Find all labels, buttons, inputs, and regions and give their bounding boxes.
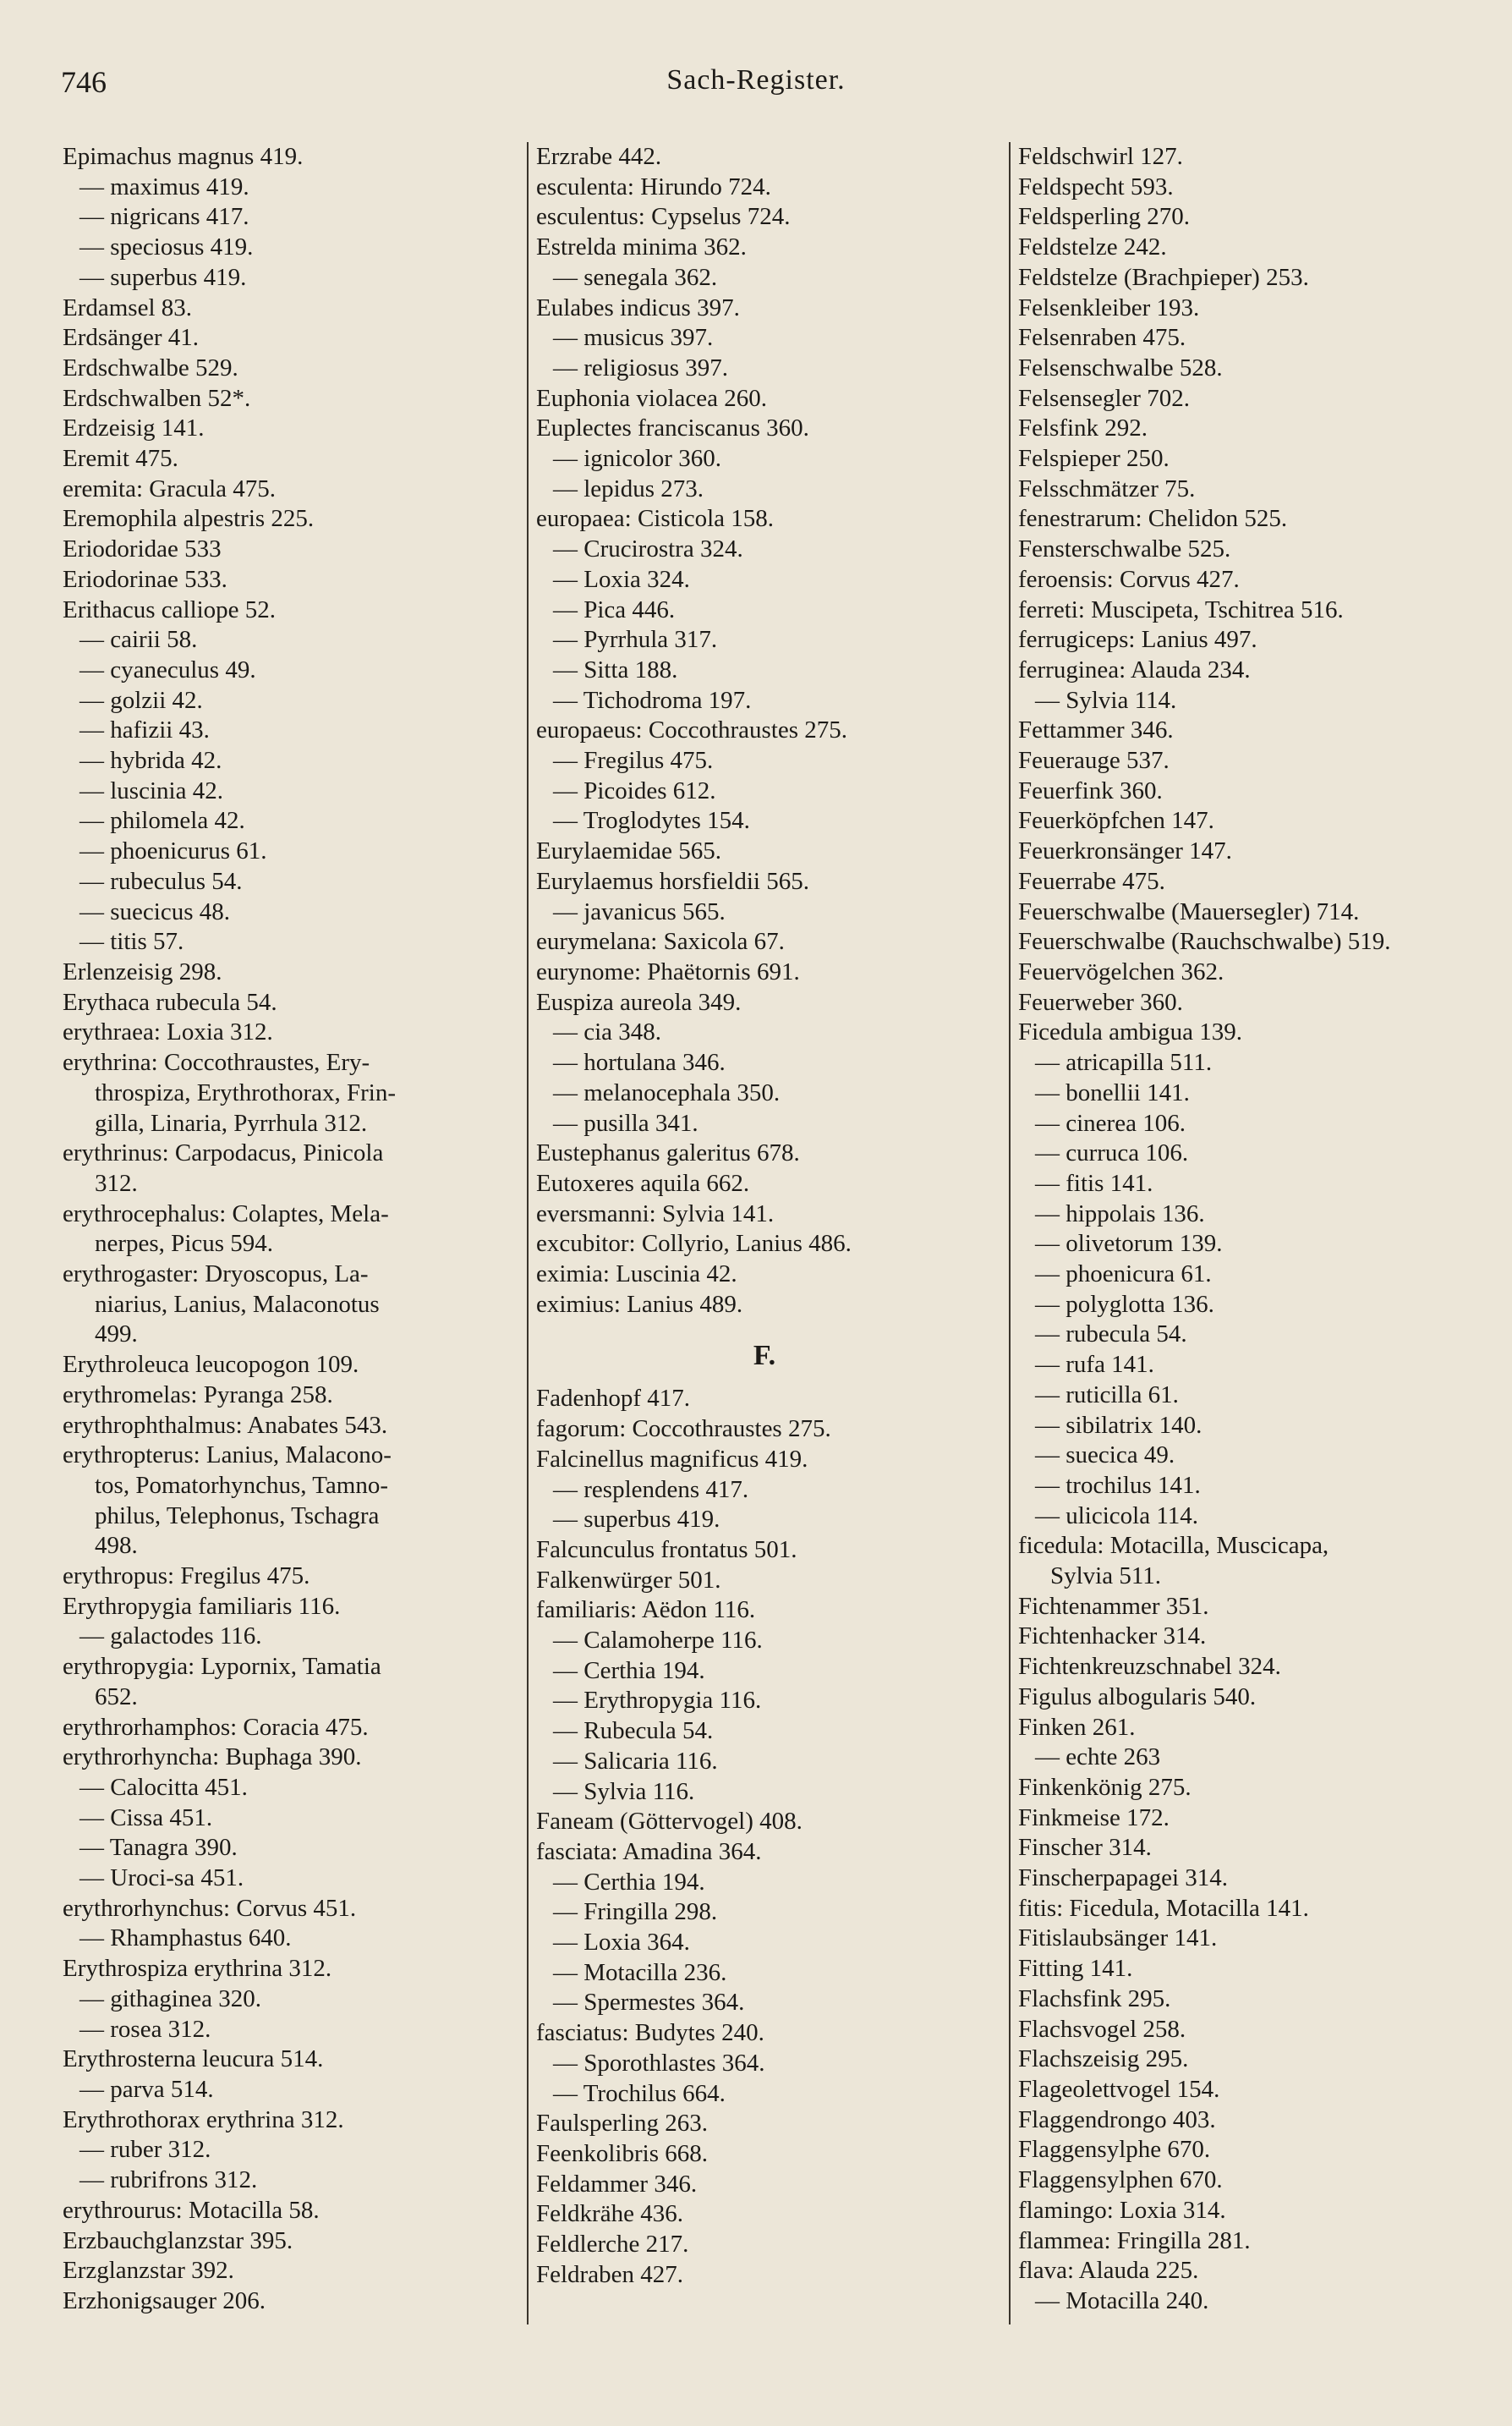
index-entry: — Troglodytes 154. [553, 807, 750, 835]
index-entry: Felsfink 292. [1018, 414, 1148, 442]
index-entry: — nigricans 417. [79, 203, 249, 231]
index-entry: Feuerschwalbe (Rauchschwalbe) 519. [1018, 928, 1391, 956]
index-entry: Feuerschwalbe (Mauersegler) 714. [1018, 897, 1360, 925]
index-entry: — Calocitta 451. [79, 1773, 248, 1801]
index-entry: — Fregilus 475. [553, 747, 714, 775]
index-entry: Erlenzeisig 298. [63, 958, 222, 985]
index-entry: eximius: Lanius 489. [536, 1290, 743, 1318]
index-entry: Felsenkleiber 193. [1018, 294, 1200, 321]
index-entry: throspiza, Erythrothorax, Frin- [95, 1079, 396, 1106]
index-entry: 499. [95, 1320, 138, 1348]
index-entry: — rosea 312. [79, 2015, 211, 2043]
index-entry: Falkenwürger 501. [536, 1566, 721, 1594]
index-entry: Erythrosterna leucura 514. [63, 2045, 324, 2073]
index-entry: Fitislaubsänger 141. [1018, 1924, 1218, 1952]
index-entry: tos, Pomatorhynchus, Tamno- [95, 1471, 389, 1499]
index-entry: Feuerweber 360. [1018, 988, 1183, 1016]
index-column-2-part-f [536, 1384, 993, 2290]
index-entry: nerpes, Picus 594. [95, 1230, 274, 1258]
index-entry: Eriodoridae 533 [63, 535, 222, 563]
index-entry: — hippolais 136. [1035, 1199, 1205, 1227]
index-entry: Euphonia violacea 260. [536, 384, 767, 412]
index-entry: — phoenicura 61. [1035, 1260, 1212, 1288]
index-entry: — Certhia 194. [553, 1656, 705, 1684]
index-entry: Felspieper 250. [1018, 445, 1170, 473]
index-entry: Falcinellus magnificus 419. [536, 1445, 808, 1473]
index-entry: Erythrospiza erythrina 312. [63, 1955, 332, 1983]
running-header: Sach-Register. [666, 64, 846, 96]
index-entry: erythropus: Fregilus 475. [63, 1562, 310, 1590]
index-entry: erythrocephalus: Colaptes, Mela- [63, 1199, 389, 1227]
index-entry: — Pyrrhula 317. [553, 626, 718, 654]
index-entry: fasciatus: Budytes 240. [536, 2019, 764, 2047]
index-entry: Erythropygia familiaris 116. [63, 1592, 341, 1620]
index-entry: Erdzeisig 141. [63, 414, 205, 442]
index-entry: erythraea: Loxia 312. [63, 1018, 273, 1046]
index-entry: — Pica 446. [553, 596, 676, 623]
index-entry: eversmanni: Sylvia 141. [536, 1199, 775, 1227]
index-entry: — hortulana 346. [553, 1049, 726, 1077]
index-entry: Eurylaemidae 565. [536, 837, 722, 865]
index-entry: Feldammer 346. [536, 2170, 698, 2198]
index-entry: Euspiza aureola 349. [536, 988, 742, 1016]
index-entry: Finkenkönig 275. [1018, 1773, 1192, 1801]
index-entry: — Picoides 612. [553, 777, 716, 804]
index-entry: Eurylaemus horsfieldii 565. [536, 867, 809, 895]
index-entry: — maximus 419. [79, 173, 249, 200]
index-entry: — Loxia 324. [553, 565, 690, 593]
index-entry: — resplendens 417. [553, 1475, 749, 1503]
index-entry: Erythaca rubecula 54. [63, 988, 277, 1016]
index-entry: philus, Telephonus, Tschagra [95, 1501, 380, 1529]
index-entry: Faulsperling 263. [536, 2110, 708, 2138]
index-entry: Erzglanzstar 392. [63, 2257, 234, 2285]
index-entry: — rubecula 54. [1035, 1320, 1187, 1348]
index-entry: Erdsänger 41. [63, 324, 200, 352]
index-entry: Flachsfink 295. [1018, 1984, 1171, 2012]
index-entry: — phoenicurus 61. [79, 837, 267, 865]
index-entry: — Sitta 188. [553, 656, 678, 683]
index-entry: erythrorhyncha: Buphaga 390. [63, 1743, 362, 1771]
index-entry: Erdschwalbe 529. [63, 354, 238, 381]
index-entry: erythropterus: Lanius, Malacono- [63, 1441, 392, 1469]
index-entry: Feuerauge 537. [1018, 747, 1170, 775]
index-entry: Falcunculus frontatus 501. [536, 1535, 797, 1563]
index-entry: erythromelas: Pyranga 258. [63, 1380, 333, 1408]
index-entry: erythrinus: Carpodacus, Pinicola [63, 1139, 384, 1167]
index-entry: Fensterschwalbe 525. [1018, 535, 1231, 563]
index-entry: — Rhamphastus 640. [79, 1924, 292, 1952]
index-entry: Erdamsel 83. [63, 294, 193, 321]
index-entry: — suecicus 48. [79, 897, 230, 925]
index-entry: — religiosus 397. [553, 354, 729, 381]
index-column-2 [536, 142, 993, 2291]
index-entry: — githaginea 320. [79, 1984, 262, 2012]
index-entry: Erithacus calliope 52. [63, 596, 277, 623]
index-entry: — rubrifrons 312. [79, 2166, 258, 2194]
index-entry: Ficedula ambigua 139. [1018, 1018, 1242, 1046]
index-entry: — speciosus 419. [79, 233, 254, 261]
index-entry: — titis 57. [79, 928, 184, 956]
index-entry: — Salicaria 116. [553, 1747, 718, 1775]
index-entry: Sylvia 511. [1050, 1562, 1162, 1590]
index-entry: — Certhia 194. [553, 1868, 705, 1896]
index-entry: Estrelda minima 362. [536, 233, 747, 261]
index-entry: fenestrarum: Chelidon 525. [1018, 505, 1288, 533]
index-entry: Felsschmätzer 75. [1018, 475, 1196, 502]
index-entry: Fichtenammer 351. [1018, 1592, 1209, 1620]
index-entry: — atricapilla 511. [1035, 1049, 1213, 1077]
index-entry: Flaggensylphen 670. [1018, 2166, 1223, 2194]
index-entry: — olivetorum 139. [1035, 1230, 1223, 1258]
index-entry: familiaris: Aëdon 116. [536, 1596, 756, 1624]
index-entry: erythrina: Coccothraustes, Ery- [63, 1049, 370, 1077]
index-entry: Feldlerche 217. [536, 2231, 689, 2259]
index-entry: eximia: Luscinia 42. [536, 1260, 737, 1288]
index-entry: — Trochilus 664. [553, 2079, 726, 2107]
index-entry: — superbus 419. [79, 263, 247, 291]
index-entry: erythrourus: Motacilla 58. [63, 2196, 320, 2224]
index-entry: flamingo: Loxia 314. [1018, 2196, 1226, 2224]
index-entry: — ulicicola 114. [1035, 1501, 1199, 1529]
index-entry: Feldsperling 270. [1018, 203, 1190, 231]
index-entry: Flachsvogel 258. [1018, 2015, 1186, 2043]
index-entry: — hafizii 43. [79, 716, 210, 744]
index-entry: — galactodes 116. [79, 1622, 262, 1650]
index-entry: Erzhonigsauger 206. [63, 2286, 266, 2314]
index-entry: Felsenraben 475. [1018, 324, 1186, 352]
index-entry: — curruca 106. [1035, 1139, 1189, 1167]
index-entry: — Crucirostra 324. [553, 535, 743, 563]
index-entry: 652. [95, 1682, 138, 1710]
index-entry: — Uroci-sa 451. [79, 1864, 244, 1892]
index-entry: — trochilus 141. [1035, 1471, 1201, 1499]
index-entry: Feldraben 427. [536, 2260, 683, 2288]
index-entry: europaeus: Coccothraustes 275. [536, 716, 848, 744]
index-entry: ferruginea: Alauda 234. [1018, 656, 1251, 683]
index-entry: — luscinia 42. [79, 777, 223, 804]
index-entry: — ruber 312. [79, 2136, 211, 2164]
index-entry: Epimachus magnus 419. [63, 143, 304, 170]
index-entry: — echte 263 [1035, 1743, 1161, 1771]
index-entry: feroensis: Corvus 427. [1018, 565, 1240, 593]
index-entry: fitis: Ficedula, Motacilla 141. [1018, 1894, 1309, 1922]
index-entry: — cia 348. [553, 1018, 662, 1046]
index-entry: erythrorhynchus: Corvus 451. [63, 1894, 357, 1922]
index-entry: eurymelana: Saxicola 67. [536, 928, 785, 956]
index-entry: Erythrothorax erythrina 312. [63, 2105, 344, 2133]
index-entry: — Sporothlastes 364. [553, 2049, 765, 2077]
index-entry: Eremit 475. [63, 445, 178, 473]
index-entry: Finscher 314. [1018, 1834, 1152, 1862]
index-entry: Feuerrabe 475. [1018, 867, 1165, 895]
index-entry: ficedula: Motacilla, Muscicapa, [1018, 1532, 1329, 1560]
index-entry: Erzbauchglanzstar 395. [63, 2226, 293, 2254]
index-entry: Fettammer 346. [1018, 716, 1174, 744]
section-heading-f: F. [753, 1340, 776, 1372]
index-entry: eremita: Gracula 475. [63, 475, 277, 502]
index-entry: Felsenschwalbe 528. [1018, 354, 1223, 381]
index-entry: Flachszeisig 295. [1018, 2045, 1189, 2073]
index-entry: Figulus albogularis 540. [1018, 1682, 1257, 1710]
index-entry: — rufa 141. [1035, 1351, 1154, 1379]
index-entry: — senegala 362. [553, 263, 718, 291]
index-entry: Feuervögelchen 362. [1018, 958, 1224, 985]
index-entry: erythrophthalmus: Anabates 543. [63, 1411, 388, 1439]
index-entry: fasciata: Amadina 364. [536, 1837, 762, 1865]
index-entry: — Rubecula 54. [553, 1717, 714, 1745]
index-entry: esculentus: Cypselus 724. [536, 203, 791, 231]
index-entry: erythrogaster: Dryoscopus, La- [63, 1260, 369, 1288]
index-entry: — suecica 49. [1035, 1441, 1175, 1469]
index-entry: — hybrida 42. [79, 747, 222, 775]
index-entry: — melanocephala 350. [553, 1079, 781, 1106]
index-entry: Feuerfink 360. [1018, 777, 1163, 804]
index-column-3 [1018, 142, 1492, 2317]
index-column-1 [63, 142, 519, 2317]
index-entry: Fichtenkreuzschnabel 324. [1018, 1653, 1281, 1681]
index-entry: Eustephanus galeritus 678. [536, 1139, 800, 1167]
index-entry: — javanicus 565. [553, 897, 726, 925]
index-entry: Feenkolibris 668. [536, 2140, 708, 2167]
index-entry: eurynome: Phaëtornis 691. [536, 958, 800, 985]
index-entry: Feuerkronsänger 147. [1018, 837, 1232, 865]
index-entry: niarius, Lanius, Malaconotus [95, 1290, 380, 1318]
index-entry: Finken 261. [1018, 1713, 1136, 1741]
index-entry: Feldspecht 593. [1018, 173, 1174, 200]
index-entry: Fichtenhacker 314. [1018, 1622, 1207, 1650]
index-entry: Eremophila alpestris 225. [63, 505, 315, 533]
index-entry: Eulabes indicus 397. [536, 294, 740, 321]
index-entry: Flageolettvogel 154. [1018, 2076, 1220, 2103]
index-entry: — superbus 419. [553, 1506, 720, 1534]
index-entry: gilla, Linaria, Pyrrhula 312. [95, 1109, 368, 1137]
index-entry: — Tanagra 390. [79, 1834, 238, 1862]
index-entry: — lepidus 273. [553, 475, 704, 502]
index-entry: — philomela 42. [79, 807, 245, 835]
index-entry: Erdschwalben 52*. [63, 384, 251, 412]
index-entry: — Motacilla 240. [1035, 2286, 1209, 2314]
index-entry: — Motacilla 236. [553, 1958, 727, 1986]
index-entry: europaea: Cisticola 158. [536, 505, 775, 533]
index-entry: — Loxia 364. [553, 1929, 690, 1957]
index-entry: Finkmeise 172. [1018, 1803, 1170, 1831]
index-entry: — cinerea 106. [1035, 1109, 1186, 1137]
index-entry: — pusilla 341. [553, 1109, 698, 1137]
index-entry: — fitis 141. [1035, 1169, 1153, 1197]
index-entry: erythropygia: Lypornix, Tamatia [63, 1653, 381, 1681]
index-entry: Erzrabe 442. [536, 143, 662, 170]
index-entry: — cyaneculus 49. [79, 656, 256, 683]
index-entry: — golzii 42. [79, 686, 203, 714]
index-entry: 312. [95, 1169, 138, 1197]
index-entry: flava: Alauda 225. [1018, 2257, 1199, 2285]
index-entry: — Cissa 451. [79, 1803, 213, 1831]
index-entry: — rubeculus 54. [79, 867, 243, 895]
index-entry: — bonellii 141. [1035, 1079, 1190, 1106]
column-divider-1 [527, 142, 529, 2324]
index-entry: — Calamoherpe 116. [553, 1627, 763, 1655]
column-divider-2 [1009, 142, 1011, 2324]
index-entry: — ignicolor 360. [553, 445, 721, 473]
index-entry: — Sylvia 116. [553, 1777, 695, 1805]
index-entry: Feldkrähe 436. [536, 2200, 683, 2228]
index-entry: — Tichodroma 197. [553, 686, 752, 714]
index-entry: Flaggendrongo 403. [1018, 2105, 1216, 2133]
index-entry: Finscherpapagei 314. [1018, 1864, 1229, 1892]
index-entry: — Erythropygia 116. [553, 1687, 762, 1715]
index-entry: Erythroleuca leucopogon 109. [63, 1351, 359, 1379]
index-entry: Feldschwirl 127. [1018, 143, 1183, 170]
index-entry: — polyglotta 136. [1035, 1290, 1214, 1318]
index-column-2-part-e [536, 142, 993, 1320]
index-entry: erythrorhamphos: Coracia 475. [63, 1713, 369, 1741]
index-entry: ferrugiceps: Lanius 497. [1018, 626, 1257, 654]
index-entry: Eutoxeres aquila 662. [536, 1169, 750, 1197]
index-entry: Felsensegler 702. [1018, 384, 1190, 412]
index-entry: Feldstelze 242. [1018, 233, 1167, 261]
index-entry: — cairii 58. [79, 626, 198, 654]
index-entry: Feldstelze (Brachpieper) 253. [1018, 263, 1309, 291]
index-entry: Fadenhopf 417. [536, 1385, 691, 1413]
index-entry: — Sylvia 114. [1035, 686, 1177, 714]
index-entry: fagorum: Coccothraustes 275. [536, 1415, 831, 1443]
index-entry: Euplectes franciscanus 360. [536, 414, 809, 442]
index-entry: — sibilatrix 140. [1035, 1411, 1202, 1439]
index-entry: — ruticilla 61. [1035, 1380, 1179, 1408]
index-entry: Faneam (Göttervogel) 408. [536, 1808, 803, 1836]
page-number: 746 [61, 65, 107, 99]
index-entry: Fitting 141. [1018, 1955, 1133, 1983]
index-entry: flammea: Fringilla 281. [1018, 2226, 1251, 2254]
index-entry: 498. [95, 1532, 138, 1560]
index-entry: — Spermestes 364. [553, 1989, 745, 2017]
index-entry: — musicus 397. [553, 324, 714, 352]
index-entry: Flaggensylphe 670. [1018, 2136, 1211, 2164]
index-entry: Eriodorinae 533. [63, 565, 227, 593]
index-entry: ferreti: Muscipeta, Tschitrea 516. [1018, 596, 1344, 623]
index-entry: Feuerköpfchen 147. [1018, 807, 1214, 835]
index-entry: excubitor: Collyrio, Lanius 486. [536, 1230, 852, 1258]
index-entry: — parva 514. [79, 2076, 214, 2103]
index-entry: — Fringilla 298. [553, 1898, 718, 1926]
index-entry: esculenta: Hirundo 724. [536, 173, 771, 200]
